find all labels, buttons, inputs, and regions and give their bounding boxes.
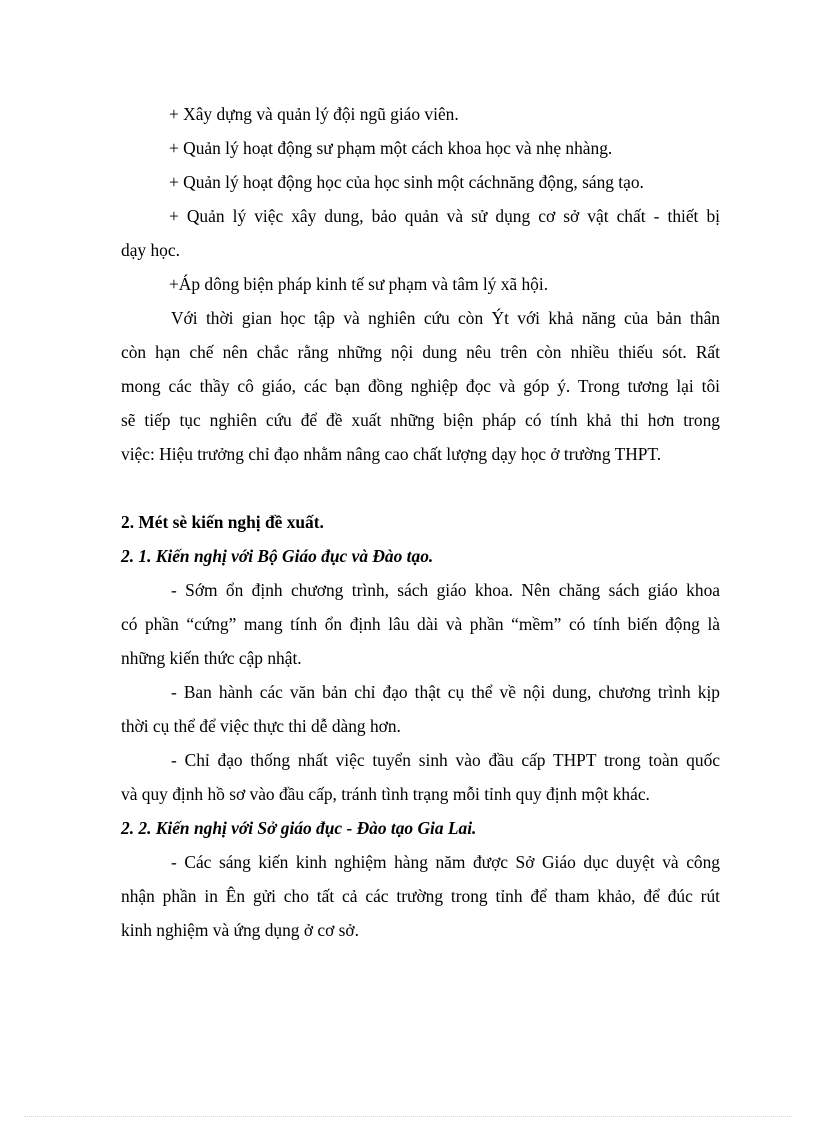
bullet-pedagogical-activity: + Quản lý hoạt động sư phạm một cách khoa học và nhẹ nhàng. bbox=[169, 138, 613, 158]
recommendation-curriculum bbox=[121, 573, 720, 675]
subsection-title-department: 2. 2. Kiến nghị với Sở giáo đục - Đào tạo Gia Lai. bbox=[121, 818, 477, 838]
recommendation-enrollment-line-1: - Chỉ đạo thống nhất việc tuyển sinh vào đầu cấp THPT trong toàn quốc bbox=[171, 750, 720, 770]
recommendation-enrollment bbox=[121, 743, 720, 811]
bullet-facilities-line2: dạy học. bbox=[121, 240, 180, 260]
conclusion-line-2: còn hạn chế nên chắc rằng những nội dung nêu trên còn nhiều thiếu sót. Rất bbox=[121, 342, 720, 362]
bullet-economic-measures: +Áp dông biện pháp kinh tế sư phạm và tâm lý xã hội. bbox=[169, 274, 549, 294]
conclusion-line-5: việc: Hiệu trưởng chỉ đạo nhằm nâng cao chất lượng dạy học ở trường THPT. bbox=[121, 444, 662, 464]
section-title-recommendations: 2. Mét sè kiến nghị đề xuất. bbox=[121, 512, 324, 532]
recommendation-curriculum-line-1: - Sớm ổn định chương trình, sách giáo khoa. Nên chăng sách giáo khoa bbox=[171, 580, 720, 600]
recommendation-documents-line-1: - Ban hành các văn bản chỉ đạo thật cụ thể về nội dung, chương trình kịp bbox=[171, 682, 720, 702]
recommendation-enrollment-line-2: và quy định hồ sơ vào đầu cấp, tránh tình trạng mỗi tỉnh quy định một khác. bbox=[121, 784, 650, 804]
conclusion-line-4: sẽ tiếp tục nghiên cứu để đề xuất những biện pháp có tính khả thi hơn trong bbox=[121, 410, 720, 430]
recommendation-documents bbox=[121, 675, 720, 743]
recommendation-curriculum-line-2: có phần “cứng” mang tính ổn định lâu dài và phần “mềm” có tính biến động là bbox=[121, 614, 720, 634]
bullet-facilities-line1: + Quản lý việc xây dung, bảo quản và sử dụng cơ sở vật chất - thiết bị bbox=[169, 206, 720, 226]
page-bottom-border bbox=[24, 1116, 792, 1117]
recommendation-initiatives-line-3: kinh nghiệm và ứng dụng ở cơ sở. bbox=[121, 920, 359, 940]
recommendation-initiatives-line-1: - Các sáng kiến kinh nghiệm hàng năm được Sở Giáo dục duyệt và công bbox=[171, 852, 720, 872]
paragraph-management-tasks bbox=[121, 97, 720, 301]
recommendation-initiatives-line-2: nhận phần in Ên gửi cho tất cả các trường trong tỉnh để tham khảo, để đúc rút bbox=[121, 886, 720, 906]
bullet-teacher-staff: + Xây dựng và quản lý đội ngũ giáo viên. bbox=[169, 104, 459, 124]
recommendation-documents-line-2: thời cụ thể để việc thực thi dễ dàng hơn. bbox=[121, 716, 401, 736]
bullet-student-learning: + Quản lý hoạt động học của học sinh một cáchnăng động, sáng tạo. bbox=[169, 172, 644, 192]
subsection-title-ministry: 2. 1. Kiến nghị với Bộ Giáo đục và Đào tạo. bbox=[121, 546, 434, 566]
conclusion-line-1: Với thời gian học tập và nghiên cứu còn Ýt với khả năng của bản thân bbox=[171, 308, 720, 328]
conclusion-line-3: mong các thầy cô giáo, các bạn đồng nghiệp đọc và góp ý. Trong tương lại tôi bbox=[121, 376, 720, 396]
recommendation-curriculum-line-3: những kiến thức cập nhật. bbox=[121, 648, 302, 668]
blank-line bbox=[121, 471, 720, 505]
paragraph-conclusion bbox=[121, 301, 720, 471]
recommendation-initiatives bbox=[121, 845, 720, 947]
